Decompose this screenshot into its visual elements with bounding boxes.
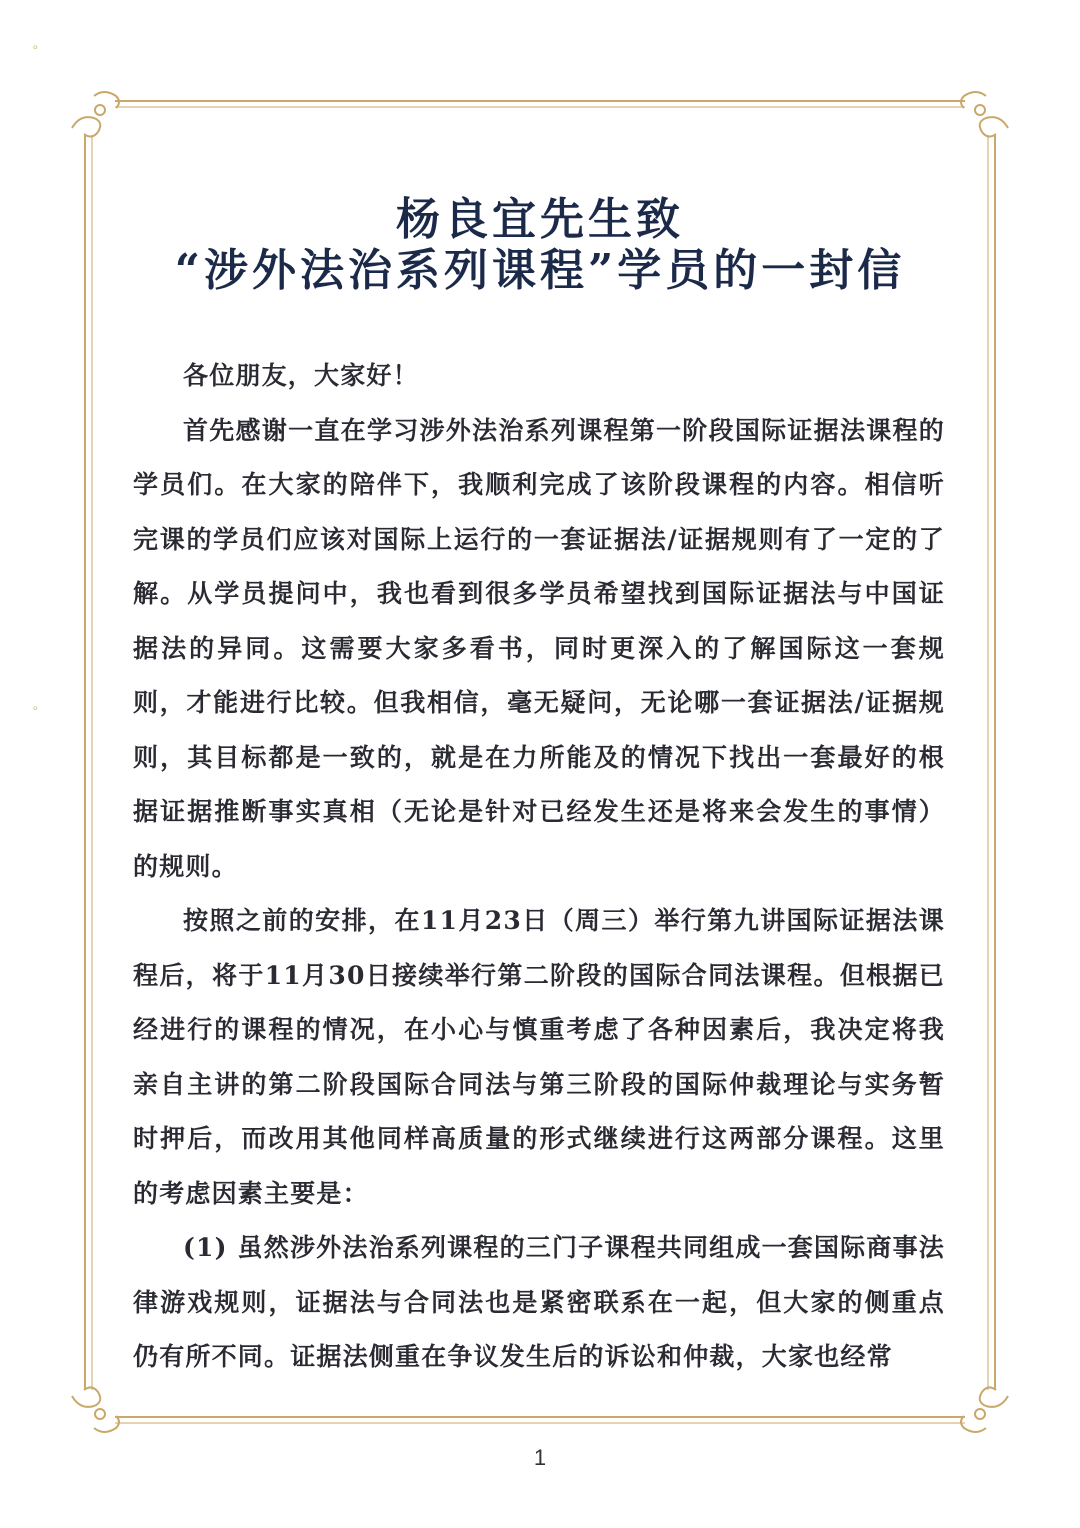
corner-ornament-bottom-right [961, 1387, 1008, 1432]
stray-mark: ᵒ [33, 703, 38, 717]
corner-ornament-top-left [72, 92, 119, 137]
corner-ornament-bottom-left [72, 1387, 119, 1432]
stray-mark: ᵒ [33, 42, 38, 56]
corner-ornament-top-right [961, 92, 1008, 137]
letter-title-line1: 杨良宜先生致 [396, 194, 684, 245]
page-number: 1 [533, 1445, 547, 1470]
paragraph: 首先感谢一直在学习涉外法治系列课程第一阶段国际证据法课程的学员们。在大家的陪伴下，我顺利完成了该阶段课程的内容。相信听完课的学员们应该对国际上运行的一套证据法/证据规则有了一定的了解。从学员提问中，我也看到很多学员希望找到国际证据法与中国证据法的异同。这需要大家多看书，同时更深入的了解国际这一套规则，才能进行比较。但我相信，毫无疑问，无论哪一套证据法/证据规则，其目标都是一致的，就是在力所能及的情况下找出一套最好的根据证据推断事实真相（无论是针对已经发生还是将来会发生的事情）的规则。 [133, 415, 945, 881]
letter-body [133, 349, 945, 1385]
paragraph: (1) 虽然涉外法治系列课程的三门子课程共同组成一套国际商事法律游戏规则，证据法与合同法也是紧密联系在一起，但大家的侧重点仍有所不同。证据法侧重在争议发生后的诉讼和仲裁，大家也经常 [133, 1233, 945, 1371]
greeting: 各位朋友，大家好！ [183, 361, 419, 390]
paragraph: 按照之前的安排，在11月23日（周三）举行第九讲国际证据法课程后，将于11月30日接续举行第二阶段的国际合同法课程。但根据已经进行的课程的情况，在小心与慎重考虑了各种因素后，我决定将我亲自主讲的第二阶段国际合同法与第三阶段的国际仲裁理论与实务暂时押后，而改用其他同样高质量的形式继续进行这两部分课程。这里的考虑因素主要是： [133, 906, 945, 1208]
letter-title-line2: “涉外法治系列课程”学员的一封信 [174, 245, 906, 296]
